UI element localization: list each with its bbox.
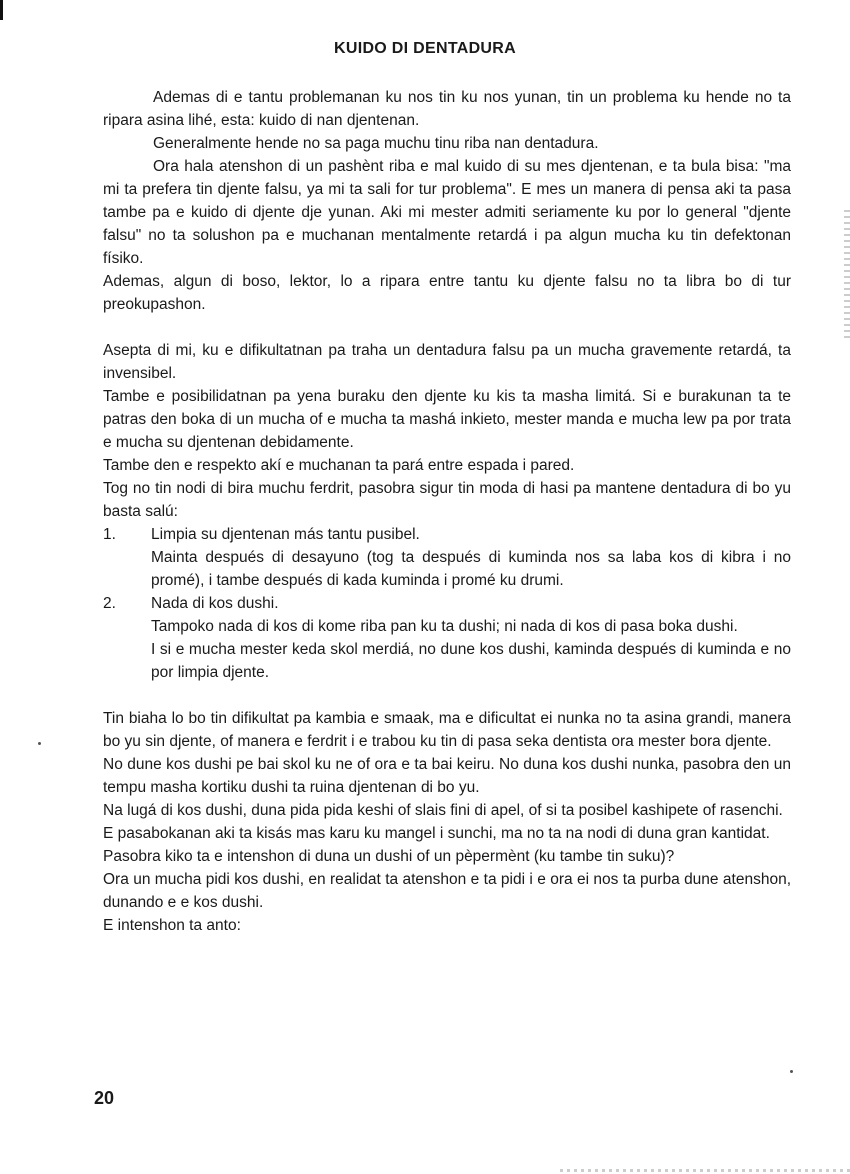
paragraph: Asepta di mi, ku e difikultatnan pa traha un dentadura falsu pa un mucha gravemente retardá, ta invensibel. [103,342,791,382]
page-title: KUIDO DI DENTADURA [334,40,516,57]
paragraph: Pasobra kiko ta e intenshon di duna un dushi of un pèpermènt (ku tambe tin suku)? [103,848,675,865]
paragraph: Ademas, algun di boso, lektor, lo a ripara entre tantu ku djente falsu no ta libra bo di tur preokupashon. [103,273,791,313]
list-item [103,592,791,684]
paragraph: Na lugá di kos dushi, duna pida pida keshi of slais fini di apel, of si ta posibel kashipete of rasenchi. [103,802,783,819]
paragraph-spacer [103,684,791,707]
scan-speck [790,1070,793,1073]
list-heading: Limpia su djentenan más tantu pusibel. [151,526,420,543]
scan-speck [38,742,41,745]
list-number: 1. [103,526,116,543]
paragraph: Ora un mucha pidi kos dushi, en realidat ta atenshon e ta pidi i e ora ei nos ta purba dune atenshon, dunando e e kos dushi. [103,871,791,911]
list-detail: Mainta después di desayuno (tog ta después di kuminda nos sa laba kos di kibra i no promé), i tambe después di kada kuminda i promé ku drumi. [151,549,791,589]
list-detail: Tampoko nada di kos di kome riba pan ku ta dushi; ni nada di kos di pasa boka dushi. [151,618,738,635]
paragraph: No dune kos dushi pe bai skol ku ne of ora e ta bai keiru. No duna kos dushi nunka, pasobra den un tempu masha kortiku dushi ta ruina djentenan di bo yu. [103,756,791,796]
paragraph: Generalmente hende no sa paga muchu tinu riba nan dentadura. [153,135,599,152]
paragraph: Tin biaha lo bo tin difikultat pa kambia e smaak, ma e dificultat ei nunka no ta asina grandi, manera bo yu sin djente, of manera e ferdrit i e trabou ku tin di pasa seka dentista ora mester bora djente. [103,710,791,750]
scan-edge-mark [0,0,3,20]
paragraph: Tambe e posibilidatnan pa yena buraku den djente ku kis ta masha limitá. Si e burakunan ta te patras den boka di un mucha of e mucha ta mashá inkieto, mester manda e mucha lew pa por trata e mucha su djentenan debidamente. [103,388,791,451]
body-text [103,86,791,937]
list-detail: I si e mucha mester keda skol merdiá, no dune kos dushi, kaminda después di kuminda e no por limpia djente. [151,641,791,681]
list-item [103,523,791,592]
list-heading: Nada di kos dushi. [151,595,279,612]
paragraph: E pasabokanan aki ta kisás mas karu ku mangel i sunchi, ma no ta na nodi di duna gran kantidat. [103,825,770,842]
paragraph: Tog no tin nodi di bira muchu ferdrit, pasobra sigur tin moda di hasi pa mantene dentadura di bo yu basta salú: [103,480,791,520]
paragraph: Ora hala atenshon di un pashènt riba e mal kuido di su mes djentenan, e ta bula bisa: "ma mi ta prefera tin djente falsu, ya mi ta sali for tur problema". E mes un manera di pensa aki ta pasa tambe pa e kuido di djente dje yunan. Aki mi mester admiti seriamente ku por lo general "djente falsu" no ta solushon pa e muchanan mentalmente retardá i pa algun mucha ku tin defektonan físiko. [103,158,791,267]
paragraph: E intenshon ta anto: [103,917,241,934]
scan-bottom-artifact [560,1169,850,1172]
scan-edge-artifact [844,210,850,340]
page-number: 20 [94,1088,115,1108]
list-number: 2. [103,595,116,612]
paragraph: Tambe den e respekto akí e muchanan ta pará entre espada i pared. [103,457,575,474]
paragraph-spacer [103,316,791,339]
paragraph: Ademas di e tantu problemanan ku nos tin ku nos yunan, tin un problema ku hende no ta ripara asina lihé, esta: kuido di nan djentenan. [103,89,791,129]
